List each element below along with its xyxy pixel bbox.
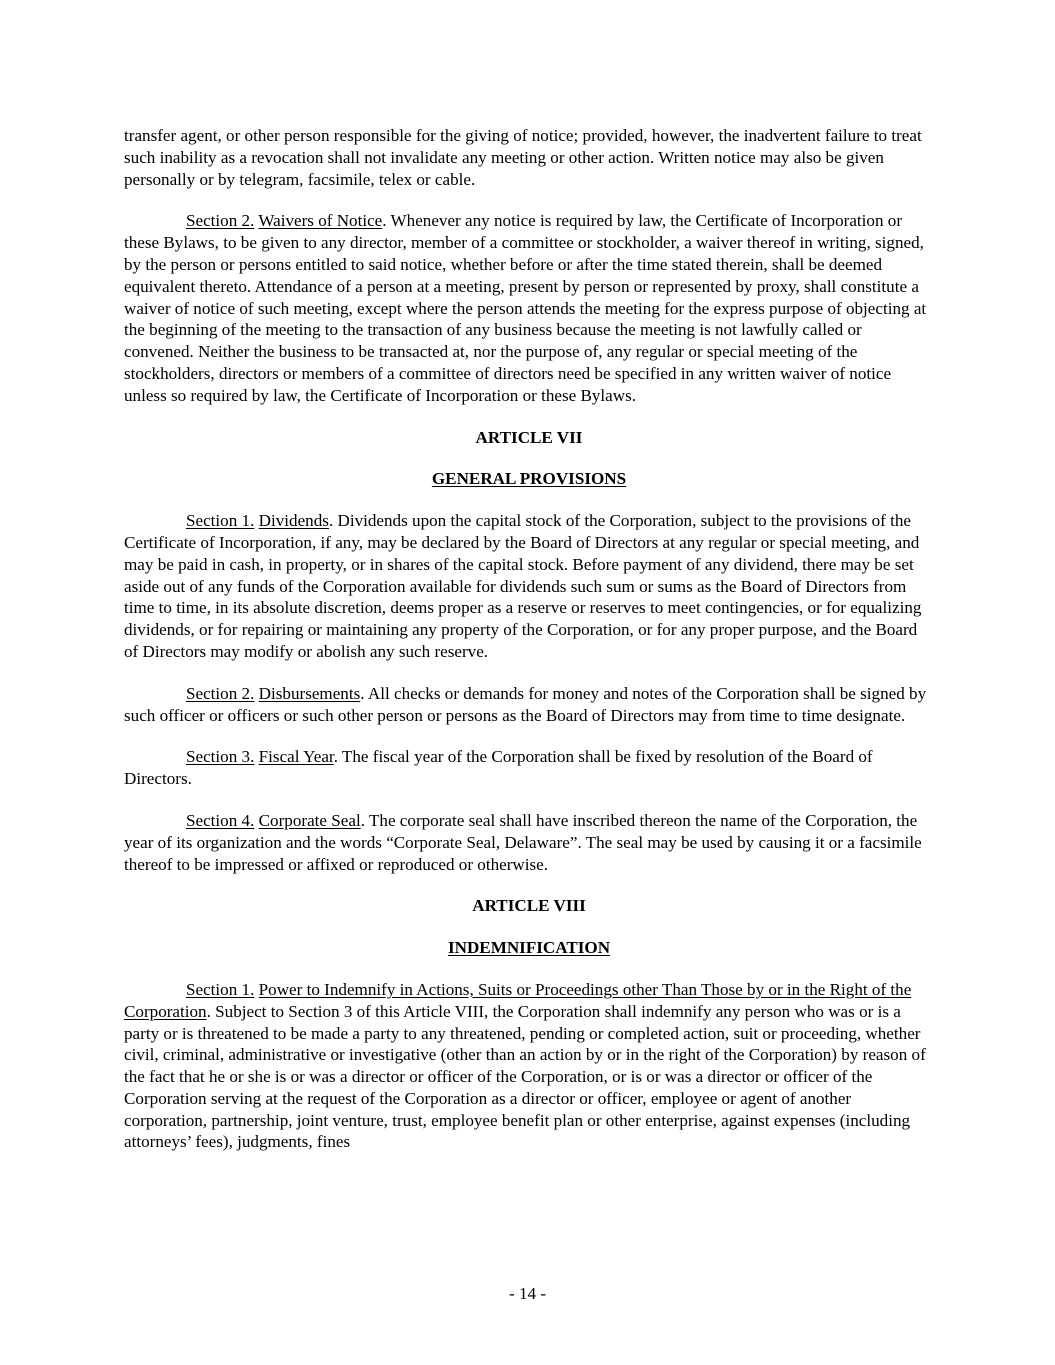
article-vii-heading: ARTICLE VII: [475, 427, 583, 447]
section-number: Section 1.: [186, 979, 255, 999]
corporate-seal-paragraph: [124, 810, 934, 875]
section-title: Waivers of Notice: [258, 211, 383, 231]
section-number: Section 4.: [186, 810, 255, 830]
page-number: - 14 -: [508, 1284, 547, 1303]
disbursements-paragraph: [124, 683, 934, 727]
section-number: Section 1.: [186, 511, 255, 531]
article-viii-heading: ARTICLE VIII: [472, 896, 586, 916]
section-title: Fiscal Year: [258, 747, 334, 767]
indemnification-heading: INDEMNIFICATION: [447, 938, 611, 958]
fiscal-year-paragraph: [124, 746, 934, 790]
section-title: Power to Indemnify in Actions, Suits or Proceedings other Than Those by or in the Right of the Corporation: [124, 979, 912, 1021]
section-body: . All checks or demands for money and notes of the Corporation shall be signed by such officer or officers or such other person or persons as the Board of Directors may from time to time designate.: [124, 683, 927, 725]
section-title: Disbursements: [258, 683, 361, 703]
dividends-paragraph: [124, 510, 934, 663]
document-page: [124, 125, 934, 1173]
section-number: Section 3.: [186, 747, 255, 767]
section-title: Dividends: [258, 511, 329, 531]
continuation-paragraph: transfer agent, or other person responsible for the giving of notice; provided, however, the inadvertent failure to treat such inability as a revocation shall not invalidate any meeting or other action. Written notice may also be given personally or by telegram, facsimile, telex or cable.: [124, 126, 922, 189]
waivers-of-notice-paragraph: [124, 210, 934, 406]
section-title: Corporate Seal: [258, 810, 361, 830]
section-body: . Whenever any notice is required by law, the Certificate of Incorporation or these Bylaws, to be given to any director, member of a committee or stockholder, a waiver thereof in writing, signed, by the person or persons entitled to said notice, whether before or after the time stated therein, shall be deemed equivalent thereto. Attendance of a person at a meeting, present by person or represented by proxy, shall constitute a waiver of notice of such meeting, except where the person attends the meeting for the express purpose of objecting at the beginning of the meeting to the transaction of any business because the meeting is not lawfully called or convened. Neither the business to be transacted at, nor the purpose of, any regular or special meeting of the stockholders, directors or members of a committee of directors need be specified in any written waiver of notice unless so required by law, the Certificate of Incorporation or these Bylaws.: [124, 211, 927, 405]
section-body: . The corporate seal shall have inscribed thereon the name of the Corporation, the year of its organization and the words “Corporate Seal, Delaware”. The seal may be used by causing it or a facsimile thereof to be impressed or affixed or reproduced or otherwise.: [124, 810, 922, 874]
general-provisions-heading: GENERAL PROVISIONS: [431, 469, 627, 489]
power-to-indemnify-paragraph: [124, 979, 934, 1153]
section-number: Section 2.: [186, 211, 255, 231]
section-number: Section 2.: [186, 683, 255, 703]
section-body: . The fiscal year of the Corporation shall be fixed by resolution of the Board of Directors.: [124, 747, 873, 789]
section-body: . Dividends upon the capital stock of the Corporation, subject to the provisions of the Certificate of Incorporation, if any, may be declared by the Board of Directors at any regular or special meeting, and may be paid in cash, in property, or in shares of the capital stock. Before payment of any dividend, there may be set aside out of any funds of the Corporation available for dividends such sum or sums as the Board of Directors from time to time, in its absolute discretion, deems proper as a reserve or reserves to meet contingencies, or for equalizing dividends, or for repairing or maintaining any property of the Corporation, or for any proper purpose, and the Board of Directors may modify or abolish any such reserve.: [124, 511, 922, 661]
section-body: . Subject to Section 3 of this Article VIII, the Corporation shall indemnify any person who was or is a party or is threatened to be made a party to any threatened, pending or completed action, suit or proceeding, whether civil, criminal, administrative or investigative (other than an action by or in the right of the Corporation) by reason of the fact that he or she is or was a director or officer of the Corporation, or is or was a director or officer of the Corporation serving at the request of the Corporation as a director or officer, employee or agent of another corporation, partnership, joint venture, trust, employee benefit plan or other enterprise, against expenses (including attorneys’ fees), judgments, fines: [124, 1001, 926, 1152]
